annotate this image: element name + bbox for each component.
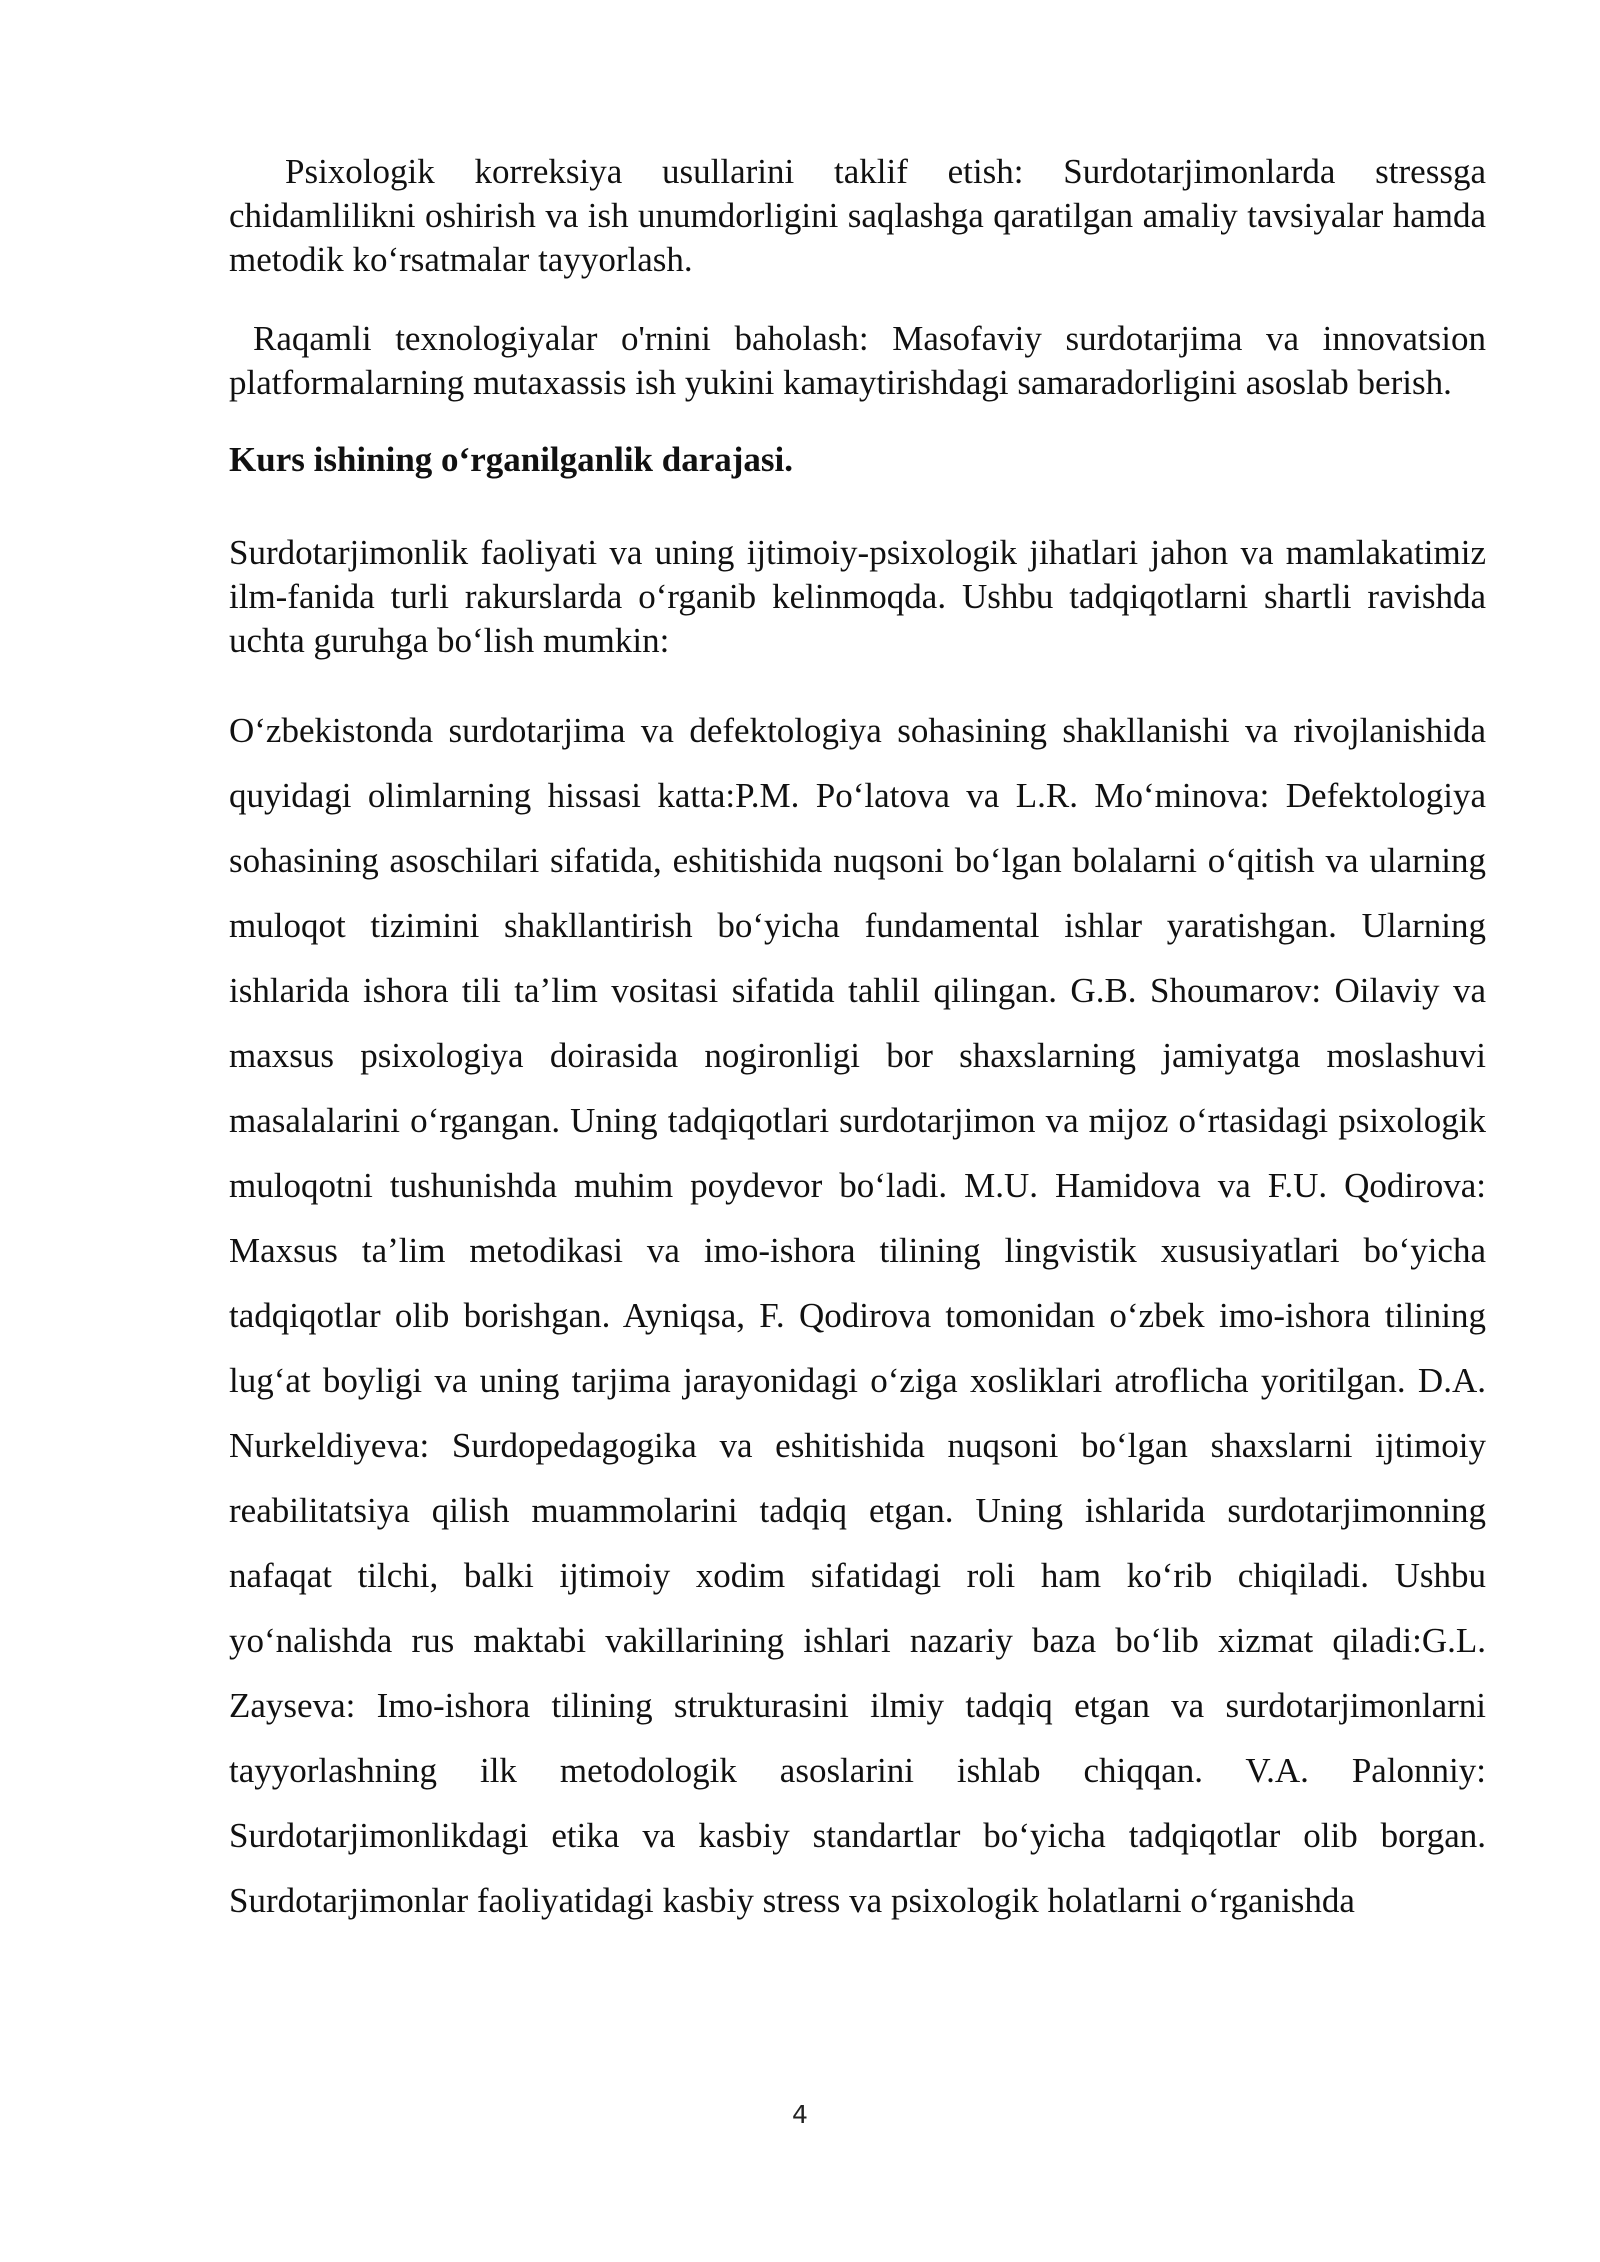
paragraph-digital-technologies: Raqamli texnologiyalar o'rnini baholash: Masofaviy surdotarjima va innovatsion platformalarning mutaxassis ish yukini kamaytirishdagi samaradorligini asoslab berish. bbox=[229, 319, 1486, 402]
paragraph-psychological-correction: Psixologik korreksiya usullarini taklif etish: Surdotarjimonlarda stressga chidamlilikni oshirish va ish unumdorligini saqlashga qaratilgan amaliy tavsiyalar hamda metodik koʻrsatmalar tayyorlash. bbox=[229, 152, 1486, 279]
paragraph-intro: Surdotarjimonlik faoliyati va uning ijtimoiy-psixologik jihatlari jahon va mamlakatimiz ilm-fanida turli rakurslarda oʻrganib kelinmoqda. Ushbu tadqiqotlarni shartli ravishda uchta guruhga boʻlish mumkin: bbox=[229, 533, 1486, 660]
document-page bbox=[229, 150, 1486, 1933]
section-heading: Kurs ishining oʻrganilganlik darajasi. bbox=[229, 440, 794, 479]
page-number: 4 bbox=[792, 2100, 808, 2129]
paragraph-body: Oʻzbekistonda surdotarjima va defektologiya sohasining shakllanishi va rivojlanishida quyidagi olimlarning hissasi katta:P.M. Poʻlatova va L.R. Moʻminova: Defektologiya sohasining asoschilari sifatida, eshitishida nuqsoni boʻlgan bolalarni oʻqitish va ularning muloqot tizimini shakllantirish boʻyicha fundamental ishlar yaratishgan. Ularning ishlarida ishora tili taʼlim vositasi sifatida tahlil qilingan. G.B. Shoumarov: Oilaviy va maxsus psixologiya doirasida nogironligi bor shaxslarning jamiyatga moslashuvi masalalarini oʻrgangan. Uning tadqiqotlari surdotarjimon va mijoz oʻrtasidagi psixologik muloqotni tushunishda muhim poydevor boʻladi. M.U. Hamidova va F.U. Qodirova: Maxsus taʼlim metodikasi va imo-ishora tilining lingvistik xususiyatlari boʻyicha tadqiqotlar olib borishgan. Ayniqsa, F. Qodirova tomonidan oʻzbek imo-ishora tilining lugʻat boyligi va uning tarjima jarayonidagi oʻziga xosliklari atroflicha yoritilgan. D.A. Nurkeldiyeva: Surdopedagogika va eshitishida nuqsoni boʻlgan shaxslarni ijtimoiy reabilitatsiya qilish muammolarini tadqiq etgan. Uning ishlarida surdotarjimonning nafaqat tilchi, balki ijtimoiy xodim sifatidagi roli ham koʻrib chiqiladi. Ushbu yoʻnalishda rus maktabi vakillarining ishlari nazariy baza boʻlib xizmat qiladi:G.L. Zayseva: Imo-ishora tilining strukturasini ilmiy tadqiq etgan va surdotarjimonlarni tayyorlashning ilk metodologik asoslarini ishlab chiqqan. V.A. Palonniy: Surdotarjimonlikdagi etika va kasbiy standartlar boʻyicha tadqiqotlar olib borgan. Surdotarjimonlar faoliyatidagi kasbiy stress va psixologik holatlarni oʻrganishda bbox=[229, 711, 1486, 1920]
